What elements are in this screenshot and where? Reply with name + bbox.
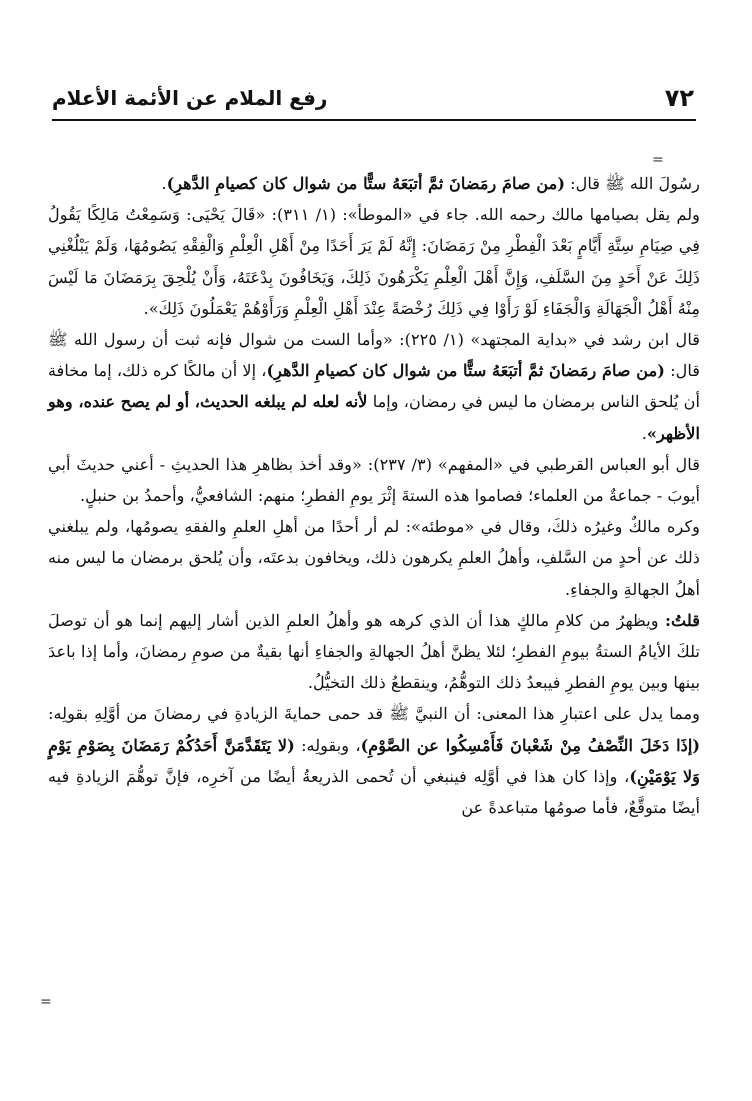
continuation-mark-top: = bbox=[652, 152, 664, 168]
text-run: وكره مالكٌ وغيرُه ذلكَ، وقال في «موطئه»: لم أر أحدًا من أهلِ العلمِ والفقهِ يصومُها، ولم يبلغني ذلك عن أحدٍ من السَّلفِ، وأهلُ العلمِ يكرهون ذلك، ويخافون بدعتَه، وأن يُلحق برمضان ما ليس منه أهلُ الجهالةِ والجفاءِ. bbox=[48, 517, 700, 599]
page-number: ٧٢ bbox=[664, 84, 694, 112]
paragraph bbox=[48, 324, 700, 449]
text-run: ، إلا أن مالكًا كره ذلك، إما مخافة أن يُلحق الناس برمضان ما ليس في رمضان، وإما bbox=[48, 361, 700, 412]
paragraph bbox=[48, 511, 700, 605]
text-run: . bbox=[161, 174, 167, 193]
paragraph bbox=[48, 698, 700, 823]
text-run: ، وبقولِه: bbox=[294, 735, 361, 755]
bold-run: (لا يَتَقَدَّمَنَّ أَحَدُكُمْ رَمَضَانَ بِصَوْمِ يَوْمٍ وَلا يَوْمَيْنِ) bbox=[48, 735, 701, 786]
paragraph bbox=[48, 449, 700, 511]
text-run: قال أبو العباس القرطبي في «المفهم» (٣/ ٢٣٧): «وقد أخذ بظاهرِ هذا الحديثِ - أعني حديثَ أبي أيوبَ - جماعةٌ من العلماء؛ فصاموا هذه الستةَ إثْرَ يومِ الفطرِ؛ منهم: الشافعيُّ، وأحمدُ بن حنبلٍ. bbox=[48, 454, 700, 506]
bold-run: (من صامَ رمَضانَ ثمَّ أتبَعَهُ ستًّا من شوال كان كصيامِ الدَّهرِ) bbox=[166, 174, 565, 193]
continuation-mark-bottom: = bbox=[40, 994, 52, 1010]
text-run: ومما يدل على اعتبارِ هذا المعنى: أن النبيَّ ﷺ قد حمى حمايةَ الزيادةِ في رمضانَ من أوَّلِهِ بقولِه: bbox=[48, 704, 700, 724]
text-run: رسُولَ الله ﷺ قال: bbox=[565, 174, 700, 193]
text-run: ولم يقل بصيامها مالك رحمه الله. جاء في «الموطأ»: (١/ ٣١١): «قَالَ يَحْيَى: وَسَمِعْتُ مَالِكًا يَقُولُ فِي صِيَامِ سِتَّةِ أَيَّامٍ بَعْدَ الْفِطْرِ مِنْ رَمَضَانَ: إِنَّهُ لَمْ يَرَ أَحَدًا مِنْ أَهْلِ الْعِلْمِ وَالْفِقْهِ يَصُومُهَا، وَلَمْ يَبْلُغْنِي ذَلِكَ عَنْ أَحَدٍ مِنَ السَّلَفِ، وَإِنَّ أَهْلَ الْعِلْمِ يَكْرَهُونَ ذَلِكَ، وَيَخَافُونَ بِدْعَتَهُ، وَأَنْ يُلْحِقَ بِرَمَضَانَ مَا لَيْسَ مِنْهُ أَهْلُ الْجَهَالَةِ وَالْجَفَاءِ لَوْ رَأَوْا فِي ذَلِكَ رُخْصَةً عِنْدَ أَهْلِ الْعِلْمِ وَرَأَوْهُمْ يَعْمَلُونَ ذَلِكَ». bbox=[48, 205, 700, 318]
text-run: ويظهرُ من كلامِ مالكٍ هذا أن الذي كرهه هو وأهلُ العلمِ الذين أشار إليهم إنما هو أن توصلَ تلكَ الأيامُ الستةُ بيومِ الفطرِ؛ لئلا يظنَّ أهلُ الجهالةِ والجفاءِ أنها بقيةٌ من صومِ رمضانَ، وأما إذا باعدَ بينها وبين يومِ الفطرِ فيبعدُ ذلك التوهُّمُ، وينقطعُ ذلك التخيُّلُ. bbox=[48, 610, 700, 693]
body-text bbox=[48, 168, 700, 823]
paragraph bbox=[48, 199, 700, 324]
bold-run: لأنه لعله لم يبلغه الحديث، أو لم يصح عنده، وهو الأظهر» bbox=[48, 392, 700, 443]
book-title: رفع الملام عن الأئمة الأعلام bbox=[52, 86, 328, 110]
header-rule bbox=[52, 119, 696, 121]
bold-run: (إذَا دَخَلَ النِّصْفُ مِنْ شَعْبانَ فَأَمْسِكُوا عن الصَّوْمِ) bbox=[360, 735, 700, 755]
text-run: ، وإذا كان هذا في أوَّلِه فينبغي أن تُحمى الذريعةُ أيضًا من آخرِه، فإنَّ توهُّمَ الزيادةِ فيه أيضًا متوقَّعٌ، فأما صومُها متباعدةً عن bbox=[48, 766, 700, 818]
paragraph bbox=[48, 605, 700, 699]
bold-run: (من صامَ رمَضانَ ثمَّ أتبَعَهُ ستًّا من شوال كان كصيامِ الدَّهرِ) bbox=[266, 361, 665, 381]
text-run: قال ابن رشد في «بداية المجتهد» (١/ ٢٢٥): «وأما الست من شوال فإنه ثبت أن رسول الله ﷺ قال: bbox=[48, 330, 701, 381]
bold-run: قلتُ: bbox=[665, 610, 700, 630]
paragraph bbox=[48, 168, 700, 199]
page-header bbox=[52, 82, 694, 116]
text-run: . bbox=[641, 423, 647, 443]
